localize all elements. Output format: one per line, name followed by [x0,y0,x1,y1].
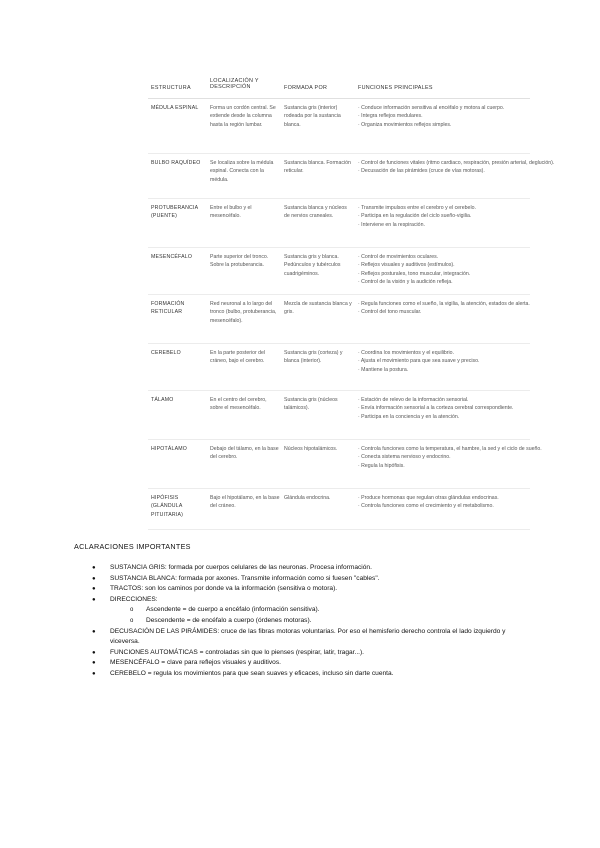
function-line: · Participa en la conciencia y en la atención. [358,413,460,420]
cell-estructura: HIPOTÁLAMO [151,446,188,452]
note-item [74,648,514,659]
cell-descripcion: Bajo el hipotálamo, en la base del cráneo. [210,495,280,510]
note-item [74,563,514,574]
function-line: · Estación de relevo de la información sensorial. [358,397,469,403]
function-line: · Reflejos visuales y auditivos (estímulos). [358,262,455,269]
note-item [74,574,514,585]
note-text: SUSTANCIA GRIS: formada por cuerpos celulares de las neuronas. Procesa información. [110,564,372,571]
cell-estructura: HIPÓFISIS (GLÁNDULA PITUITARIA) [151,495,184,518]
function-line: · Organiza movimientos reflejos simples. [358,121,452,128]
header-funciones: FUNCIONES PRINCIPALES [358,85,433,91]
sub-list [110,605,514,626]
cell-funciones [358,204,528,229]
notes-title: ACLARACIONES IMPORTANTES [74,542,191,551]
cell-funciones [358,396,528,421]
header-descripcion: LOCALIZACIÓN Y DESCRIPCIÓN [210,78,259,91]
cell-descripcion: En la parte posterior del cráneo, bajo el cerebro. [210,350,266,365]
function-line: · Reflejos posturales, tono muscular, integración. [358,270,471,277]
cell-descripcion: Red neuronal a lo largo del tronco (bulbo, protuberancia, mesencéfalo). [210,301,277,324]
bullet-icon: ● [92,565,96,571]
table-row [148,248,530,295]
cell-descripcion: Entre el bulbo y el mesencéfalo. [210,205,252,220]
table-row [148,489,530,530]
note-text: MESENCÉFALO = clave para reflejos visuales y auditivos. [110,659,281,667]
cell-funciones [358,494,528,511]
table-row [148,99,530,154]
table-row [148,391,530,440]
function-line: · Coordina los movimientos y el equilibrio. [358,350,455,356]
note-item [74,658,514,669]
cell-formada: Núcleos hipotalámicos. [284,446,338,452]
circle-bullet-icon: o [130,607,134,614]
note-text: TRACTOS: son los caminos por donde va la información (sensitiva o motora). [110,585,338,593]
summary-table [148,78,555,530]
cell-estructura: MESENCÉFALO [151,254,193,260]
cell-descripcion: Debajo del tálamo, en la base del cerebro. [210,446,279,461]
note-item [74,627,514,648]
table-row [148,199,530,248]
bullet-icon: ● [92,649,96,656]
function-line: · Produce hormonas que regulan otras glándulas endocrinas. [358,495,499,501]
table-row [148,154,555,199]
function-line: · Mantiene la postura. [358,366,409,373]
notes-section [74,542,514,680]
function-line: · Conduce información sensitiva al encéfalo y motora al cuerpo. [358,105,505,111]
cell-formada: Sustancia gris (corteza) y blanca (interior). [284,350,343,365]
function-line: · Control de funciones vitales (ritmo cardiaco, respiración, presión arterial, deglución). [358,160,555,166]
function-line: · Control de la visión y la audición refleja. [358,279,453,286]
cell-estructura: FORMACIÓN RETICULAR [151,301,185,316]
note-item [74,595,514,627]
sub-item [110,616,514,627]
cell-formada: Sustancia gris y blanca. Pedúnculos y tubérculos cuadrigéminos. [284,254,341,277]
cell-formada: Mezcla de sustancia blanca y gris. [284,301,352,316]
cell-funciones [358,104,528,129]
circle-bullet-icon: o [130,617,134,624]
sub-item-text: Descendente = de encéfalo a cuerpo (órdenes motoras). [146,616,312,624]
cell-estructura: TÁLAMO [151,397,174,403]
function-line: · Control del tono muscular. [358,309,422,316]
note-text: SUSTANCIA BLANCA: formada por axones. Transmite información como si fuesen "cables". [110,574,380,582]
bullet-icon: ● [92,596,96,603]
function-line: · Ajusta el movimiento para que sea suave y preciso. [358,358,480,365]
sub-item [110,605,514,616]
cell-estructura: CEREBELO [151,350,181,356]
bullet-icon: ● [92,628,96,635]
note-item [74,669,514,680]
bullet-icon: ● [92,660,96,667]
cell-descripcion: En el centro del cerebro, sobre el mesencéfalo. [210,397,267,412]
cell-formada: Glándula endocrina. [284,495,331,501]
note-text: CEREBELO = regula los movimientos para que sean suaves y eficaces, incluso sin darte cuenta. [110,669,394,677]
cell-funciones [358,159,555,176]
header-estructura: ESTRUCTURA [151,85,191,91]
note-text: FUNCIONES AUTOMÁTICAS = controladas sin que lo pienses (respirar, latir, tragar...). [110,648,365,656]
function-line: · Transmite impulsos entre el cerebro y el cerebelo. [358,205,476,211]
cell-formada: Sustancia blanca y núcleos de nervios craneales. [284,205,347,220]
bullet-icon: ● [92,586,96,593]
function-line: · Conecta sistema nervioso y endocrino. [358,454,451,461]
table-row [148,295,530,344]
table-row [148,344,530,391]
cell-descripcion: Forma un cordón central. Se extiende desde la columna hasta la región lumbar. [210,105,276,128]
note-text: DIRECCIONES: [110,595,158,603]
function-line: · Regula la hipófisis. [358,462,405,469]
cell-estructura: MÉDULA ESPINAL [151,105,199,111]
cell-formada: Sustancia gris (interior) rodeada por la sustancia blanca. [284,105,341,128]
cell-funciones [358,349,528,374]
sub-item-text: Ascendente = de cuerpo a encéfalo (información sensitiva). [146,606,320,614]
function-line: · Envía información sensorial a la corteza cerebral correspondiente. [358,405,514,412]
table-header [148,78,530,99]
note-text: DECUSACIÓN DE LAS PIRÁMIDES: cruce de las fibras motoras voluntarias. Por eso el hemisferio derecho controla el lado izquierdo y viceversa. [110,627,506,646]
header-formada: FORMADA POR [284,85,328,91]
function-line: · Controla funciones como la temperatura, el hambre, la sed y el ciclo de sueño. [358,446,542,452]
cell-estructura: PROTUBERANCIA (PUENTE) [151,205,198,220]
cell-descripcion: Se localiza sobre la médula espinal. Conecta con la médula. [210,160,274,183]
function-line: · Controla funciones como el crecimiento y el metabolismo. [358,503,494,510]
cell-estructura: BULBO RAQUÍDEO [151,160,201,166]
bullet-icon: ● [92,575,96,582]
function-line: · Integra reflejos medulares. [358,113,423,120]
cell-descripcion: Parte superior del tronco. Sobre la protuberancia. [210,254,269,269]
function-line: · Participa en la regulación del ciclo sueño-vigilia. [358,213,472,220]
cell-funciones [358,300,528,317]
function-line: · Interviene en la respiración. [358,221,425,228]
note-item [74,584,514,595]
bullet-icon: ● [92,670,96,677]
table-row [148,440,542,489]
cell-formada: Sustancia gris (núcleos talámicos). [284,397,338,412]
cell-formada: Sustancia blanca. Formación reticular. [284,160,351,175]
function-line: · Decusación de las pirámides (cruce de vías motoras). [358,168,485,175]
function-line: · Control de movimientos oculares. [358,254,439,260]
notes-list [74,563,514,680]
cell-funciones [358,253,528,287]
cell-funciones [358,445,542,470]
function-line: · Regula funciones como el sueño, la vigilia, la atención, estados de alerta. [358,301,530,307]
